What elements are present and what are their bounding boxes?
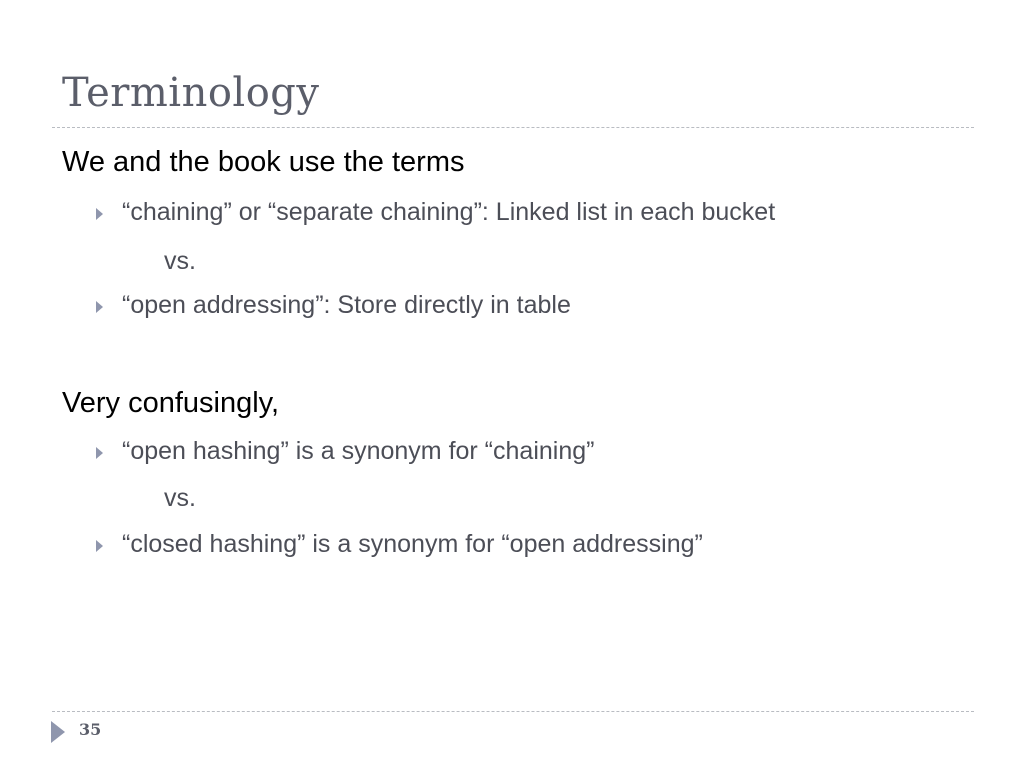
bullet-text: “open addressing”: Store directly in table: [122, 291, 571, 319]
separator-text: vs.: [164, 484, 196, 512]
title-divider: [52, 127, 974, 128]
section-heading-2: Very confusingly,: [62, 387, 280, 419]
footer-triangle-icon: [51, 721, 65, 743]
slide-number: 35: [79, 720, 102, 739]
section-heading-1: We and the book use the terms: [62, 146, 465, 178]
bullet-text: “chaining” or “separate chaining”: Linked list in each bucket: [122, 198, 776, 226]
footer-divider: [52, 711, 974, 712]
bullet-text: “closed hashing” is a synonym for “open addressing”: [122, 530, 703, 558]
separator-text: vs.: [164, 247, 196, 275]
bullet-arrow-icon: [96, 301, 103, 313]
bullet-arrow-icon: [96, 208, 103, 220]
bullet-arrow-icon: [96, 540, 103, 552]
bullet-arrow-icon: [96, 447, 103, 459]
slide-title: Terminology: [62, 70, 320, 116]
bullet-text: “open hashing” is a synonym for “chaining”: [122, 437, 595, 465]
